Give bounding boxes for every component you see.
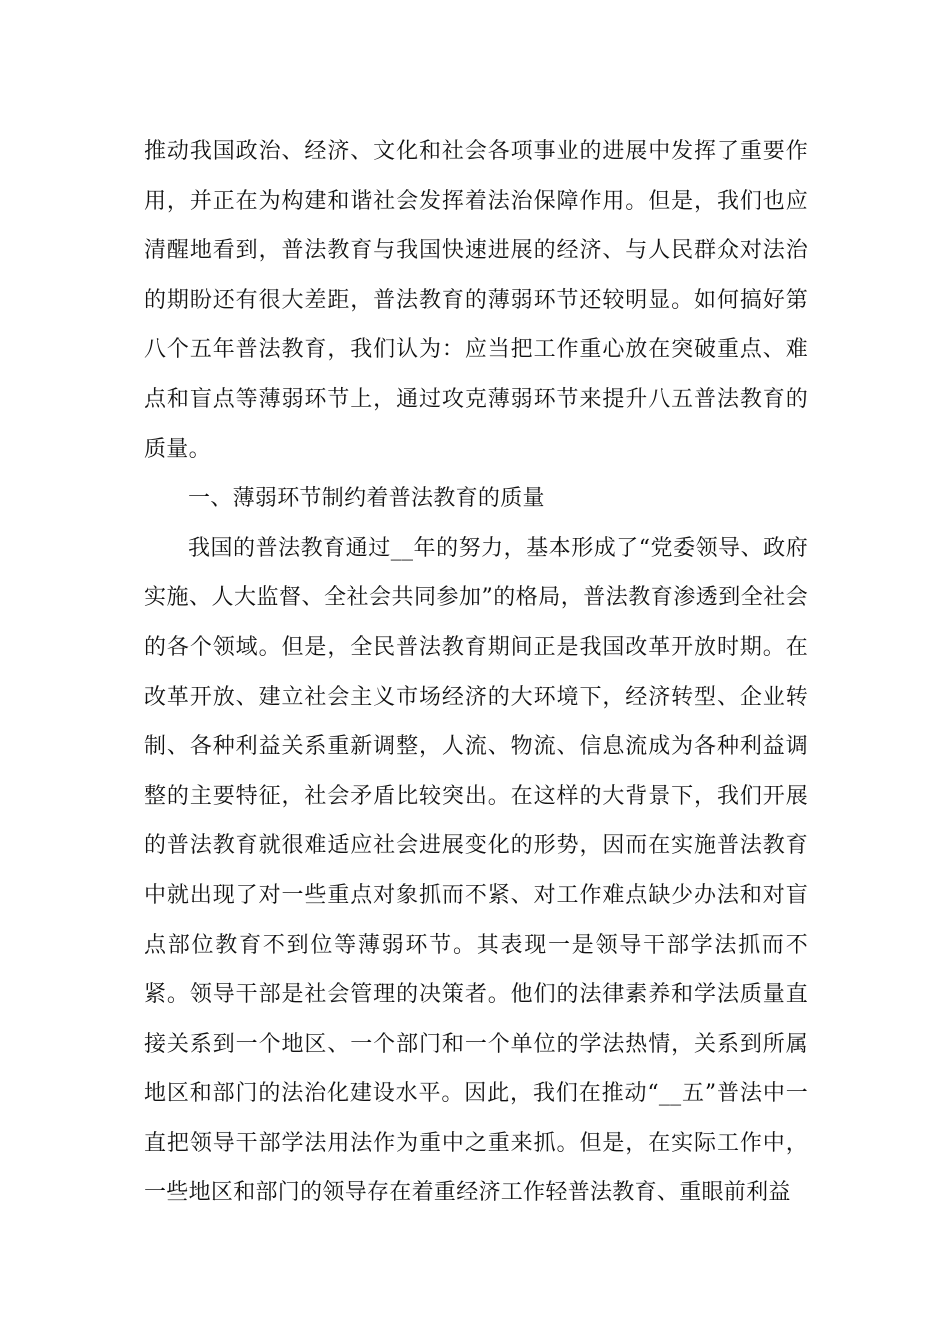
paragraph-continued: 推动我国政治、经济、文化和社会各项事业的进展中发挥了重要作用，并正在为构建和谐社会发挥着法治保障作用。但是，我们也应清醒地看到，普法教育与我国快速进展的经济、与人民群众对法治的期盼还有很大差距，普法教育的薄弱环节还较明显。如何搞好第八个五年普法教育，我们认为：应当把工作重心放在突破重点、难点和盲点等薄弱环节上，通过攻克薄弱环节来提升八五普法教育的质量。 <box>144 139 808 462</box>
section-heading: 一、薄弱环节制约着普法教育的质量 <box>188 486 545 512</box>
paragraph-body: 我国的普法教育通过__年的努力，基本形成了“党委领导、政府实施、人大监督、全社会共同参加”的格局，普法教育渗透到全社会的各个领域。但是，全民普法教育期间正是我国改革开放时期。在改革开放、建立社会主义市场经济的大环境下，经济转型、企业转制、各种利益关系重新调整，人流、物流、信息流成为各种利益调整的主要特征，社会矛盾比较突出。在这样的大背景下，我们开展的普法教育就很难适应社会进展变化的形势，因而在实施普法教育中就出现了对一些重点对象抓而不紧、对工作难点缺少办法和对盲点部位教育不到位等薄弱环节。其表现一是领导干部学法抓而不紧。领导干部是社会管理的决策者。他们的法律素养和学法质量直接关系到一个地区、一个部门和一个单位的学法热情，关系到所属地区和部门的法治化建设水平。因此，我们在推动“__五”普法中一直把领导干部学法用法作为重中之重来抓。但是，在实际工作中，一些地区和部门的领导存在着重经济工作轻普法教育、重眼前利益 <box>144 535 808 1206</box>
document-page <box>144 127 808 1218</box>
